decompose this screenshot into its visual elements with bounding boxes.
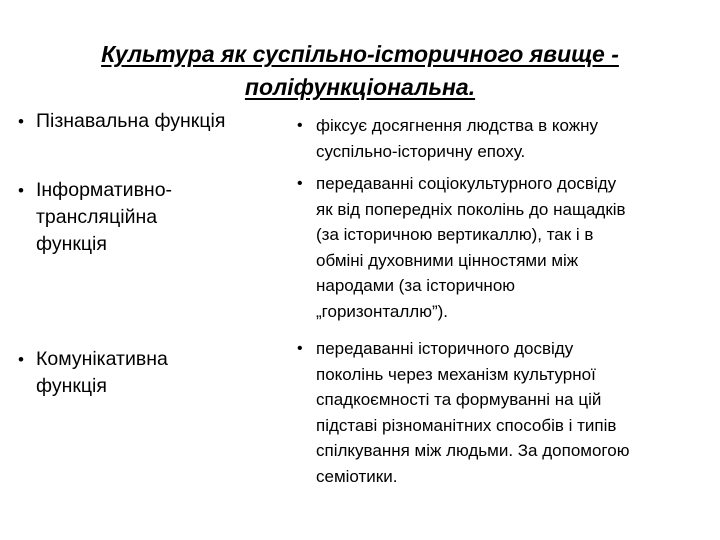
function-label: Пізнавальна функція <box>36 110 226 132</box>
description-text: передаванні соціокультурного досвіду як від попередніх поколінь до нащадків (за історичною вертикаллю), так і в обміні духовними цінностями між народами (за історичною „горизонталлю”). <box>316 174 626 321</box>
slide-title <box>40 38 680 104</box>
bullet-icon: • <box>297 340 303 357</box>
function-label: Комунікативна функція <box>36 348 168 397</box>
bullet-icon: • <box>18 350 24 369</box>
slide-title-line-2: поліфункціональна. <box>244 74 476 100</box>
bullet-icon: • <box>297 117 303 134</box>
function-label: Інформативно- трансляційна функція <box>36 179 173 255</box>
slide-title-line-1: Культура як суспільно-історичного явище - <box>101 41 619 67</box>
bullet-icon: • <box>18 112 24 131</box>
bullet-icon: • <box>297 175 303 192</box>
description-text: фіксує досягнення людства в кожну суспільно-історичну епоху. <box>316 116 599 161</box>
description-text: передаванні історичного досвіду поколінь через механізм культурної спадкоємності та формуванні на цій підставі різноманітних способів і типів спілкування між людьми. За допомогою семіотики. <box>316 339 630 486</box>
bullet-icon: • <box>18 181 24 200</box>
